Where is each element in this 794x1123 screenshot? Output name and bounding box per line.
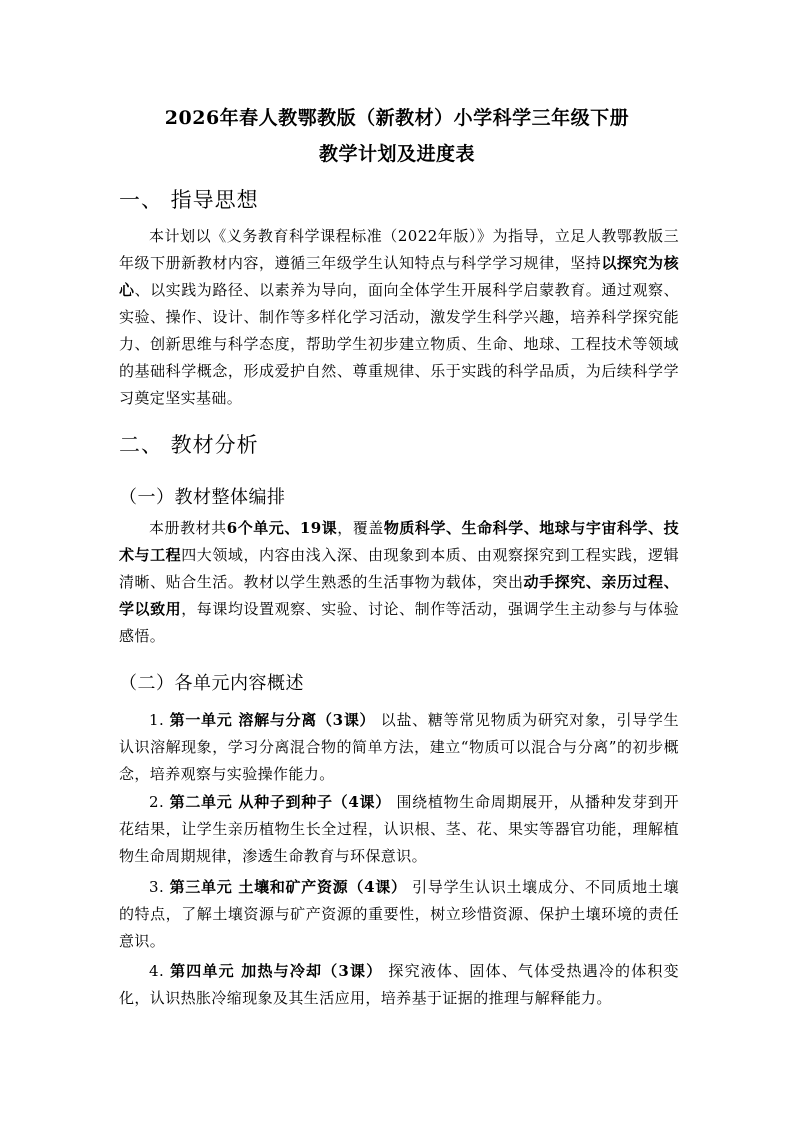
unit-heading: 第四单元 加热与冷却（3课） xyxy=(170,962,383,980)
unit-heading: 第二单元 从种子到种子（4课） xyxy=(169,793,391,811)
unit-item xyxy=(119,958,679,1012)
paragraph-bold-text: 以探究为核心 xyxy=(119,254,679,299)
unit-number: 1. xyxy=(149,711,165,729)
paragraph-text: 本册教材共 xyxy=(149,519,227,537)
unit-number: 2. xyxy=(149,793,165,811)
document-title-line2: 教学计划及进度表 xyxy=(318,143,475,165)
document-title-line1: 2026年春人教鄂教版（新教材）小学科学三年级下册 xyxy=(164,107,630,129)
unit-description: 引导学生认识土壤成分、不同质地土壤的特点，了解土壤资源与矿产资源的重要性，树立珍惜资源、保护土壤环境的责任意识。 xyxy=(119,878,679,950)
paragraph-text: ，每课均设置观察、实验、讨论、制作等活动，强调学生主动参与与体验感悟。 xyxy=(119,600,679,645)
section-heading-guiding-thought: 一、 指导思想 xyxy=(119,188,259,212)
paragraph-text: 四大领域，内容由浅入深、由现象到本质、由观察探究到工程实践，逻辑清晰、贴合生活。教材以学生熟悉的生活事物为载体，突出 xyxy=(119,546,679,591)
overall-arrangement-paragraph xyxy=(119,515,679,650)
unit-heading: 第一单元 溶解与分离（3课） xyxy=(169,711,376,729)
unit-item xyxy=(119,789,679,870)
unit-number: 3. xyxy=(149,878,165,896)
section-heading-textbook-analysis: 二、 教材分析 xyxy=(119,433,259,457)
paragraph-text: ，覆盖 xyxy=(337,519,384,537)
unit-description: 以盐、糖等常见物质为研究对象，引导学生认识溶解现象，学习分离混合物的简单方法，建立“物质可以混合与分离”的初步概念，培养观察与实验操作能力。 xyxy=(119,711,679,783)
unit-item xyxy=(119,707,679,788)
paragraph-bold-text: 6个单元、19课 xyxy=(226,519,338,537)
paragraph-bold-text: 物质科学、生命科学、地球与宇宙科学、技术与工程 xyxy=(119,519,679,564)
subsection-heading-overall-arrangement: （一）教材整体编排 xyxy=(119,487,286,508)
unit-item xyxy=(119,874,679,955)
subsection-heading-unit-overview: （二）各单元内容概述 xyxy=(119,673,304,694)
unit-heading: 第三单元 土壤和矿产资源（4课） xyxy=(169,878,407,896)
paragraph-text: 、以实践为路径、以素养为导向，面向全体学生开展科学启蒙教育。通过观察、实验、操作、设计、制作等多样化学习活动，激发学生科学兴趣，培养科学探究能力、创新思维与科学态度，帮助学生初步建立物质、生命、地球、工程技术等领域的基础科学概念，形成爱护自然、尊重规律、乐于实践的科学品质，为后续科学学习奠定坚实基础。 xyxy=(119,281,679,407)
paragraph-bold-text: 动手探究、亲历过程、学以致用 xyxy=(119,573,679,618)
unit-description: 围绕植物生命周期展开，从播种发芽到开花结果，让学生亲历植物生长全过程，认识根、茎、花、果实等器官功能，理解植物生命周期规律，渗透生命教育与环保意识。 xyxy=(119,793,679,865)
unit-description: 探究液体、固体、气体受热遇冷的体积变化，认识热胀冷缩现象及其生活应用，培养基于证据的推理与解释能力。 xyxy=(119,962,680,1007)
unit-number: 4. xyxy=(149,962,165,980)
guiding-thought-paragraph xyxy=(119,223,679,412)
paragraph-text: 本计划以《义务教育科学课程标准（2022年版）》为指导，立足人教鄂教版三年级下册新教材内容，遵循三年级学生认知特点与科学学习规律，坚持 xyxy=(119,227,679,272)
